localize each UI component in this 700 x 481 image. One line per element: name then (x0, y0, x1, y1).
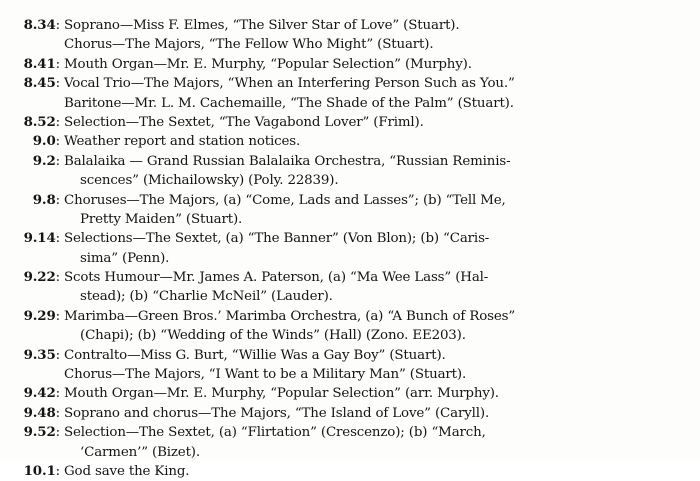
entry-time: 10.1 : (24, 462, 60, 481)
entry-line: God save the King. (64, 463, 190, 479)
programme-entry (0, 384, 700, 403)
entry-line: Chorus—The Majors, “The Fellow Who Might” (Stuart). (64, 37, 434, 53)
programme-entry (0, 113, 700, 132)
entry-time: 8.41 : (24, 55, 60, 74)
entry-line: Selections—The Sextet, (a) “The Banner” (Von Blon); (b) “Caris- (64, 231, 490, 247)
programme-entry (0, 268, 700, 307)
entry-time: 9.35 : (24, 346, 60, 365)
entry-time: 9.42 : (24, 384, 60, 403)
entry-line: Choruses—The Majors, (a) “Come, Lads and Lasses”; (b) “Tell Me, (64, 192, 506, 208)
entry-time: 9.48 : (24, 404, 60, 423)
entry-time: 9.0 : (33, 132, 60, 151)
entry-line: Marimba—Green Bros.’ Marimba Orchestra, (a) “A Bunch of Roses” (64, 308, 516, 324)
entry-continuation-line: Pretty Maiden” (Stuart). (80, 211, 243, 227)
entry-time: 8.45 : (24, 74, 60, 93)
entry-continuation-line: sima” (Penn). (80, 250, 170, 266)
entry-line: Mouth Organ—Mr. E. Murphy, “Popular Selection” (arr. Murphy). (64, 386, 499, 402)
programme-entry (0, 74, 700, 113)
entry-continuation-line: ‘Carmen’” (Bizet). (80, 444, 200, 460)
entry-line: Soprano—Miss F. Elmes, “The Silver Star of Love” (Stuart). (64, 18, 460, 33)
programme-entry (0, 423, 700, 462)
entry-time: 9.8 : (33, 191, 60, 210)
programme-entry (0, 191, 700, 230)
programme-entry (0, 462, 700, 481)
entry-line: Selection—The Sextet, (a) “Flirtation” (Crescenzo); (b) “March, (64, 425, 486, 441)
entry-line: Balalaika — Grand Russian Balalaika Orchestra, “Russian Reminis- (64, 153, 511, 169)
programme-entry (0, 152, 700, 191)
entry-line: Soprano and chorus—The Majors, “The Island of Love” (Caryll). (64, 405, 490, 421)
entry-line: Vocal Trio—The Majors, “When an Interfering Person Such as You.” (64, 76, 515, 92)
entry-continuation-line: scences” (Michailowsky) (Poly. 22839). (80, 173, 339, 189)
entry-line: Baritone—Mr. L. M. Cachemaille, “The Shade of the Palm” (Stuart). (64, 95, 514, 111)
entry-time: 9.52 : (24, 423, 60, 442)
entry-line: Weather report and station notices. (64, 134, 301, 150)
entry-time: 8.52 : (24, 113, 60, 132)
entry-continuation-line: stead); (b) “Charlie McNeil” (Lauder). (80, 289, 333, 305)
entry-line: Mouth Organ—Mr. E. Murphy, “Popular Selection” (Murphy). (64, 56, 472, 72)
entry-line: Scots Humour—Mr. James A. Paterson, (a) “Ma Wee Lass” (Hal- (64, 270, 489, 286)
programme-entry (0, 307, 700, 346)
entry-line: Contralto—Miss G. Burt, “Willie Was a Gay Boy” (Stuart). (64, 347, 446, 363)
programme-entry (0, 132, 700, 151)
entry-time: 9.29 : (24, 307, 60, 326)
programme-list (0, 16, 700, 481)
entry-time: 9.22 : (24, 268, 60, 287)
entry-time: 9.14 : (24, 229, 60, 248)
entry-time: 9.2 : (33, 152, 60, 171)
entry-continuation-line: (Chapi); (b) “Wedding of the Winds” (Hall) (Zono. EE203). (80, 328, 466, 344)
programme-entry (0, 346, 700, 385)
entry-time: 8.34 : (24, 16, 60, 35)
programme-entry (0, 404, 700, 423)
entry-line: Selection—The Sextet, “The Vagabond Lover” (Friml). (64, 114, 424, 130)
programme-entry (0, 229, 700, 268)
programme-entry (0, 55, 700, 74)
entry-line: Chorus—The Majors, “I Want to be a Military Man” (Stuart). (64, 367, 467, 383)
programme-entry (0, 16, 700, 55)
